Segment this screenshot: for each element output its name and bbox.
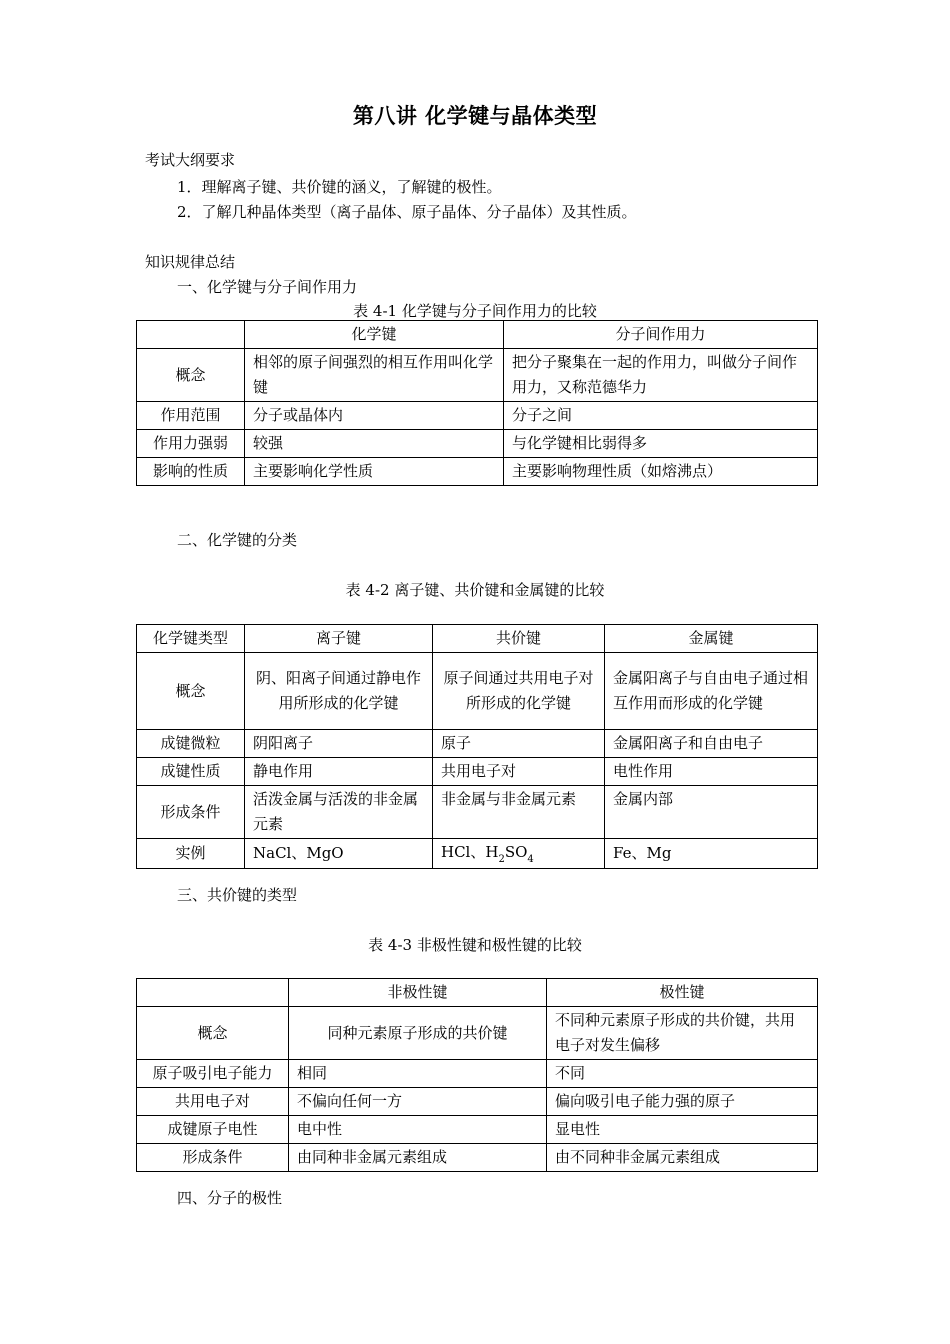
table-cell: 原子: [433, 730, 605, 758]
table-cell: 主要影响化学性质: [245, 458, 504, 486]
syllabus-item-2: 2．了解几种晶体类型（离子晶体、原子晶体、分子晶体）及其性质。: [177, 203, 637, 221]
section-heading-2: 二、化学键的分类: [177, 531, 298, 549]
table-cell: 共用电子对: [433, 758, 605, 786]
table-cell: 金属内部: [605, 786, 818, 839]
table-cell: 阴阳离子: [245, 730, 433, 758]
table-cell: 同种元素原子形成的共价键: [289, 1007, 547, 1060]
table-cell: 静电作用: [245, 758, 433, 786]
formula-text: HCl、H: [441, 843, 499, 861]
formula-text: SO: [504, 843, 528, 861]
subscript: 4: [527, 854, 534, 865]
table-cell: 不偏向任何一方: [289, 1088, 547, 1116]
table-cell: 电中性: [289, 1116, 547, 1144]
header-cell: [137, 979, 289, 1007]
row-label: 原子吸引电子能力: [137, 1060, 289, 1088]
table-header-row: [137, 979, 818, 1007]
row-label: 概念: [137, 1007, 289, 1060]
table-row: [137, 430, 818, 458]
table-cell: 较强: [245, 430, 504, 458]
table-row: [137, 458, 818, 486]
table-row: [137, 349, 818, 402]
table-cell: 原子间通过共用电子对所形成的化学键: [433, 653, 605, 730]
row-label: 作用力强弱: [137, 430, 245, 458]
table-header-row: [137, 625, 818, 653]
table-cell: 分子之间: [504, 402, 818, 430]
table-cell: 非金属与非金属元素: [433, 786, 605, 839]
table-cell: 不同: [547, 1060, 818, 1088]
table-cell: 不同种元素原子形成的共价键，共用电子对发生偏移: [547, 1007, 818, 1060]
table-row: [137, 1088, 818, 1116]
table2-caption: 表 4-2 离子键、共价键和金属键的比较: [345, 581, 605, 599]
table-cell: 由同种非金属元素组成: [289, 1144, 547, 1172]
row-label: 概念: [137, 653, 245, 730]
table-row: [137, 653, 818, 730]
table-cell: 与化学键相比弱得多: [504, 430, 818, 458]
table-cell: 相邻的原子间强烈的相互作用叫化学键: [245, 349, 504, 402]
table-cell: 偏向吸引电子能力强的原子: [547, 1088, 818, 1116]
row-label: 成键微粒: [137, 730, 245, 758]
table-cell: 相同: [289, 1060, 547, 1088]
table-cell: 显电性: [547, 1116, 818, 1144]
row-label: 形成条件: [137, 786, 245, 839]
table-row: [137, 1144, 818, 1172]
header-cell: 非极性键: [289, 979, 547, 1007]
table3-caption: 表 4-3 非极性键和极性键的比较: [368, 936, 582, 954]
table-cell: 活泼金属与活泼的非金属元素: [245, 786, 433, 839]
syllabus-heading: 考试大纲要求: [145, 151, 236, 169]
table-cell: 分子或晶体内: [245, 402, 504, 430]
row-label: 实例: [137, 839, 245, 869]
section-heading-1: 一、化学键与分子间作用力: [177, 278, 358, 296]
header-cell: 极性键: [547, 979, 818, 1007]
table-row: [137, 1116, 818, 1144]
header-cell: 分子间作用力: [504, 321, 818, 349]
section-heading-3: 三、共价键的类型: [177, 886, 298, 904]
table-row: [137, 1007, 818, 1060]
section-heading-4: 四、分子的极性: [177, 1189, 283, 1207]
table-bond-types: [136, 624, 818, 869]
table-row: [137, 1060, 818, 1088]
syllabus-item-1: 1．理解离子键、共价键的涵义，了解键的极性。: [177, 178, 502, 196]
row-label: 形成条件: [137, 1144, 289, 1172]
row-label: 成键性质: [137, 758, 245, 786]
page-title: 第八讲 化学键与晶体类型: [352, 104, 598, 128]
table-cell: 金属阳离子和自由电子: [605, 730, 818, 758]
table-cell: 电性作用: [605, 758, 818, 786]
row-label: 作用范围: [137, 402, 245, 430]
table-polar-bonds: [136, 978, 818, 1172]
table-cell: 主要影响物理性质（如熔沸点）: [504, 458, 818, 486]
header-cell: 化学键: [245, 321, 504, 349]
table-cell: 金属阳离子与自由电子通过相互作用而形成的化学键: [605, 653, 818, 730]
table-row: [137, 758, 818, 786]
table-cell: 阴、阳离子间通过静电作用所形成的化学键: [245, 653, 433, 730]
row-label: 成键原子电性: [137, 1116, 289, 1144]
table-row: [137, 786, 818, 839]
table-cell: Fe、Mg: [605, 839, 818, 869]
table-row: [137, 402, 818, 430]
table-row: [137, 839, 818, 869]
table-header-row: [137, 321, 818, 349]
subscript: 2: [498, 854, 505, 865]
summary-heading: 知识规律总结: [145, 253, 236, 271]
row-label: 影响的性质: [137, 458, 245, 486]
header-cell: [137, 321, 245, 349]
table1-caption: 表 4-1 化学键与分子间作用力的比较: [353, 302, 597, 320]
header-cell: 化学键类型: [137, 625, 245, 653]
row-label: 共用电子对: [137, 1088, 289, 1116]
table-row: [137, 730, 818, 758]
formula-cell: [433, 839, 605, 869]
header-cell: 离子键: [245, 625, 433, 653]
row-label: 概念: [137, 349, 245, 402]
header-cell: 共价键: [433, 625, 605, 653]
table-bond-vs-intermolecular: [136, 320, 818, 486]
table-cell: 把分子聚集在一起的作用力，叫做分子间作用力，又称范德华力: [504, 349, 818, 402]
table-cell: 由不同种非金属元素组成: [547, 1144, 818, 1172]
table-cell: NaCl、MgO: [245, 839, 433, 869]
header-cell: 金属键: [605, 625, 818, 653]
